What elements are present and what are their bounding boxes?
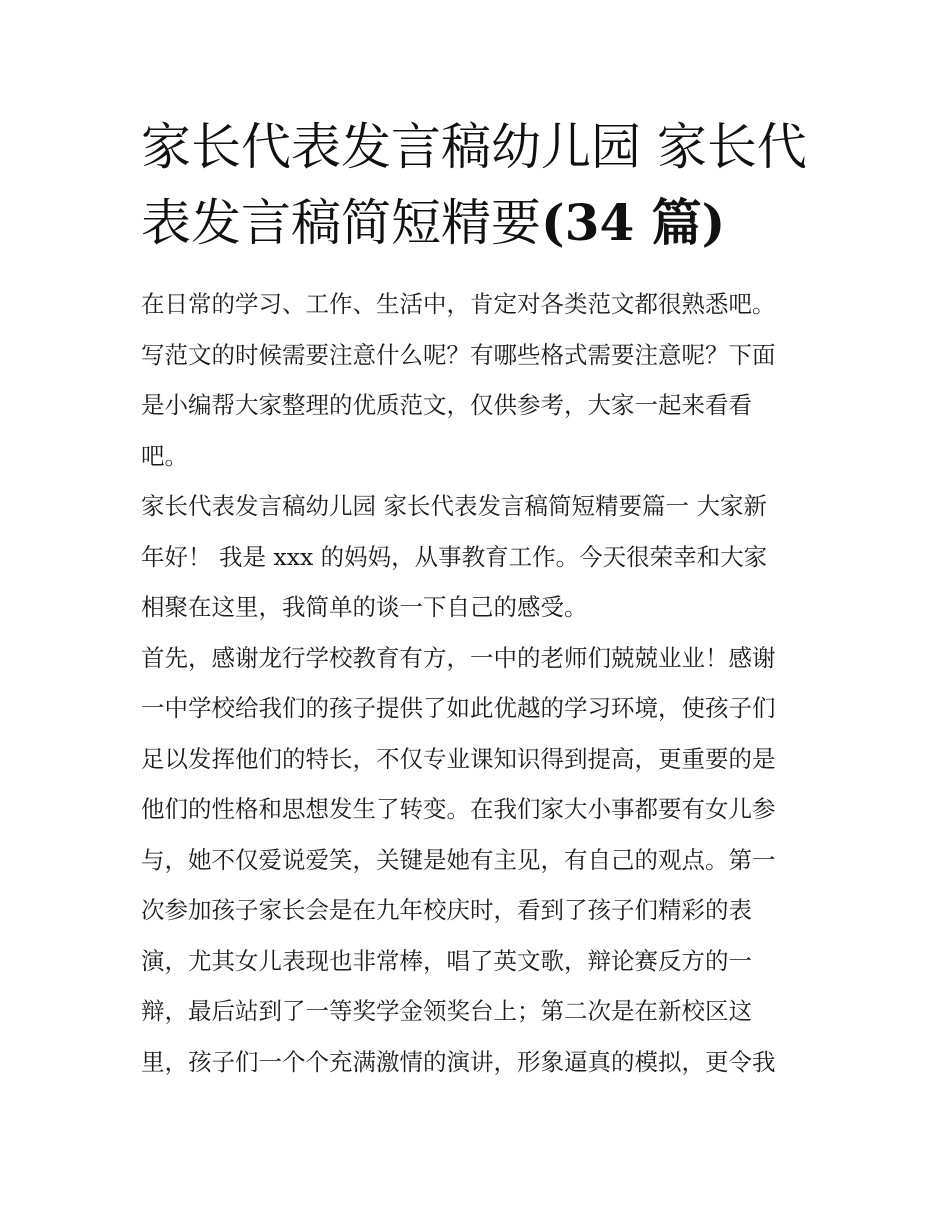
paragraph-line: 在日常的学习、工作、生活中，肯定对各类范文都很熟悉吧。 [141, 290, 776, 318]
paragraph-greeting [141, 481, 815, 633]
paragraph-line: 里，孩子们一个个充满激情的演讲，形象逼真的模拟，更令我 [141, 1047, 776, 1076]
paragraph-line: 年好！ 我是 xxx 的妈妈，从事教育工作。今天很荣幸和大家 [141, 542, 768, 571]
paragraph-line: 次参加孩子家长会是在九年校庆时，看到了孩子们精彩的表 [141, 896, 752, 924]
paragraph-line: 他们的性格和思想发生了转变。在我们家大小事都要有女儿参 [141, 795, 776, 823]
document-title [141, 110, 815, 261]
title-line-2-text: 表发言稿简短精要 [141, 194, 541, 252]
paragraph-line: 一中学校给我们的孩子提供了如此优越的学习环境，使孩子们 [141, 694, 776, 722]
document-body [141, 110, 815, 1087]
paragraph-line: 辩，最后站到了一等奖学金领奖台上；第二次是在新校区这 [141, 997, 752, 1025]
paragraph-line: 家长代表发言稿幼儿园 家长代表发言稿简短精要篇一 大家新 [141, 492, 767, 520]
paragraph-line: 吧。 [141, 441, 188, 470]
paragraph-line: 与，她不仅爱说爱笑，关键是她有主见，有自己的观点。第一 [141, 845, 776, 874]
paragraph-intro [141, 279, 815, 481]
paragraph-thanks [141, 633, 815, 1088]
paragraph-line: 演，尤其女儿表现也非常棒，唱了英文歌，辩论赛反方的一 [141, 946, 752, 975]
title-line-2 [141, 185, 815, 261]
title-line-1: 家长代表发言稿幼儿园 家长代 [141, 118, 807, 176]
paragraph-line: 相聚在这里，我简单的谈一下自己的感受。 [141, 593, 588, 621]
paragraph-line: 是小编帮大家整理的优质范文，仅供参考，大家一起来看看 [141, 391, 752, 419]
paragraph-line: 足以发挥他们的特长，不仅专业课知识得到提高，更重要的是 [141, 744, 776, 773]
paragraph-line: 写范文的时候需要注意什么呢？有哪些格式需要注意呢？下面 [141, 340, 776, 369]
title-count: (34 篇) [541, 193, 726, 252]
paragraph-line: 首先，感谢龙行学校教育有方，一中的老师们兢兢业业！感谢 [141, 643, 776, 672]
